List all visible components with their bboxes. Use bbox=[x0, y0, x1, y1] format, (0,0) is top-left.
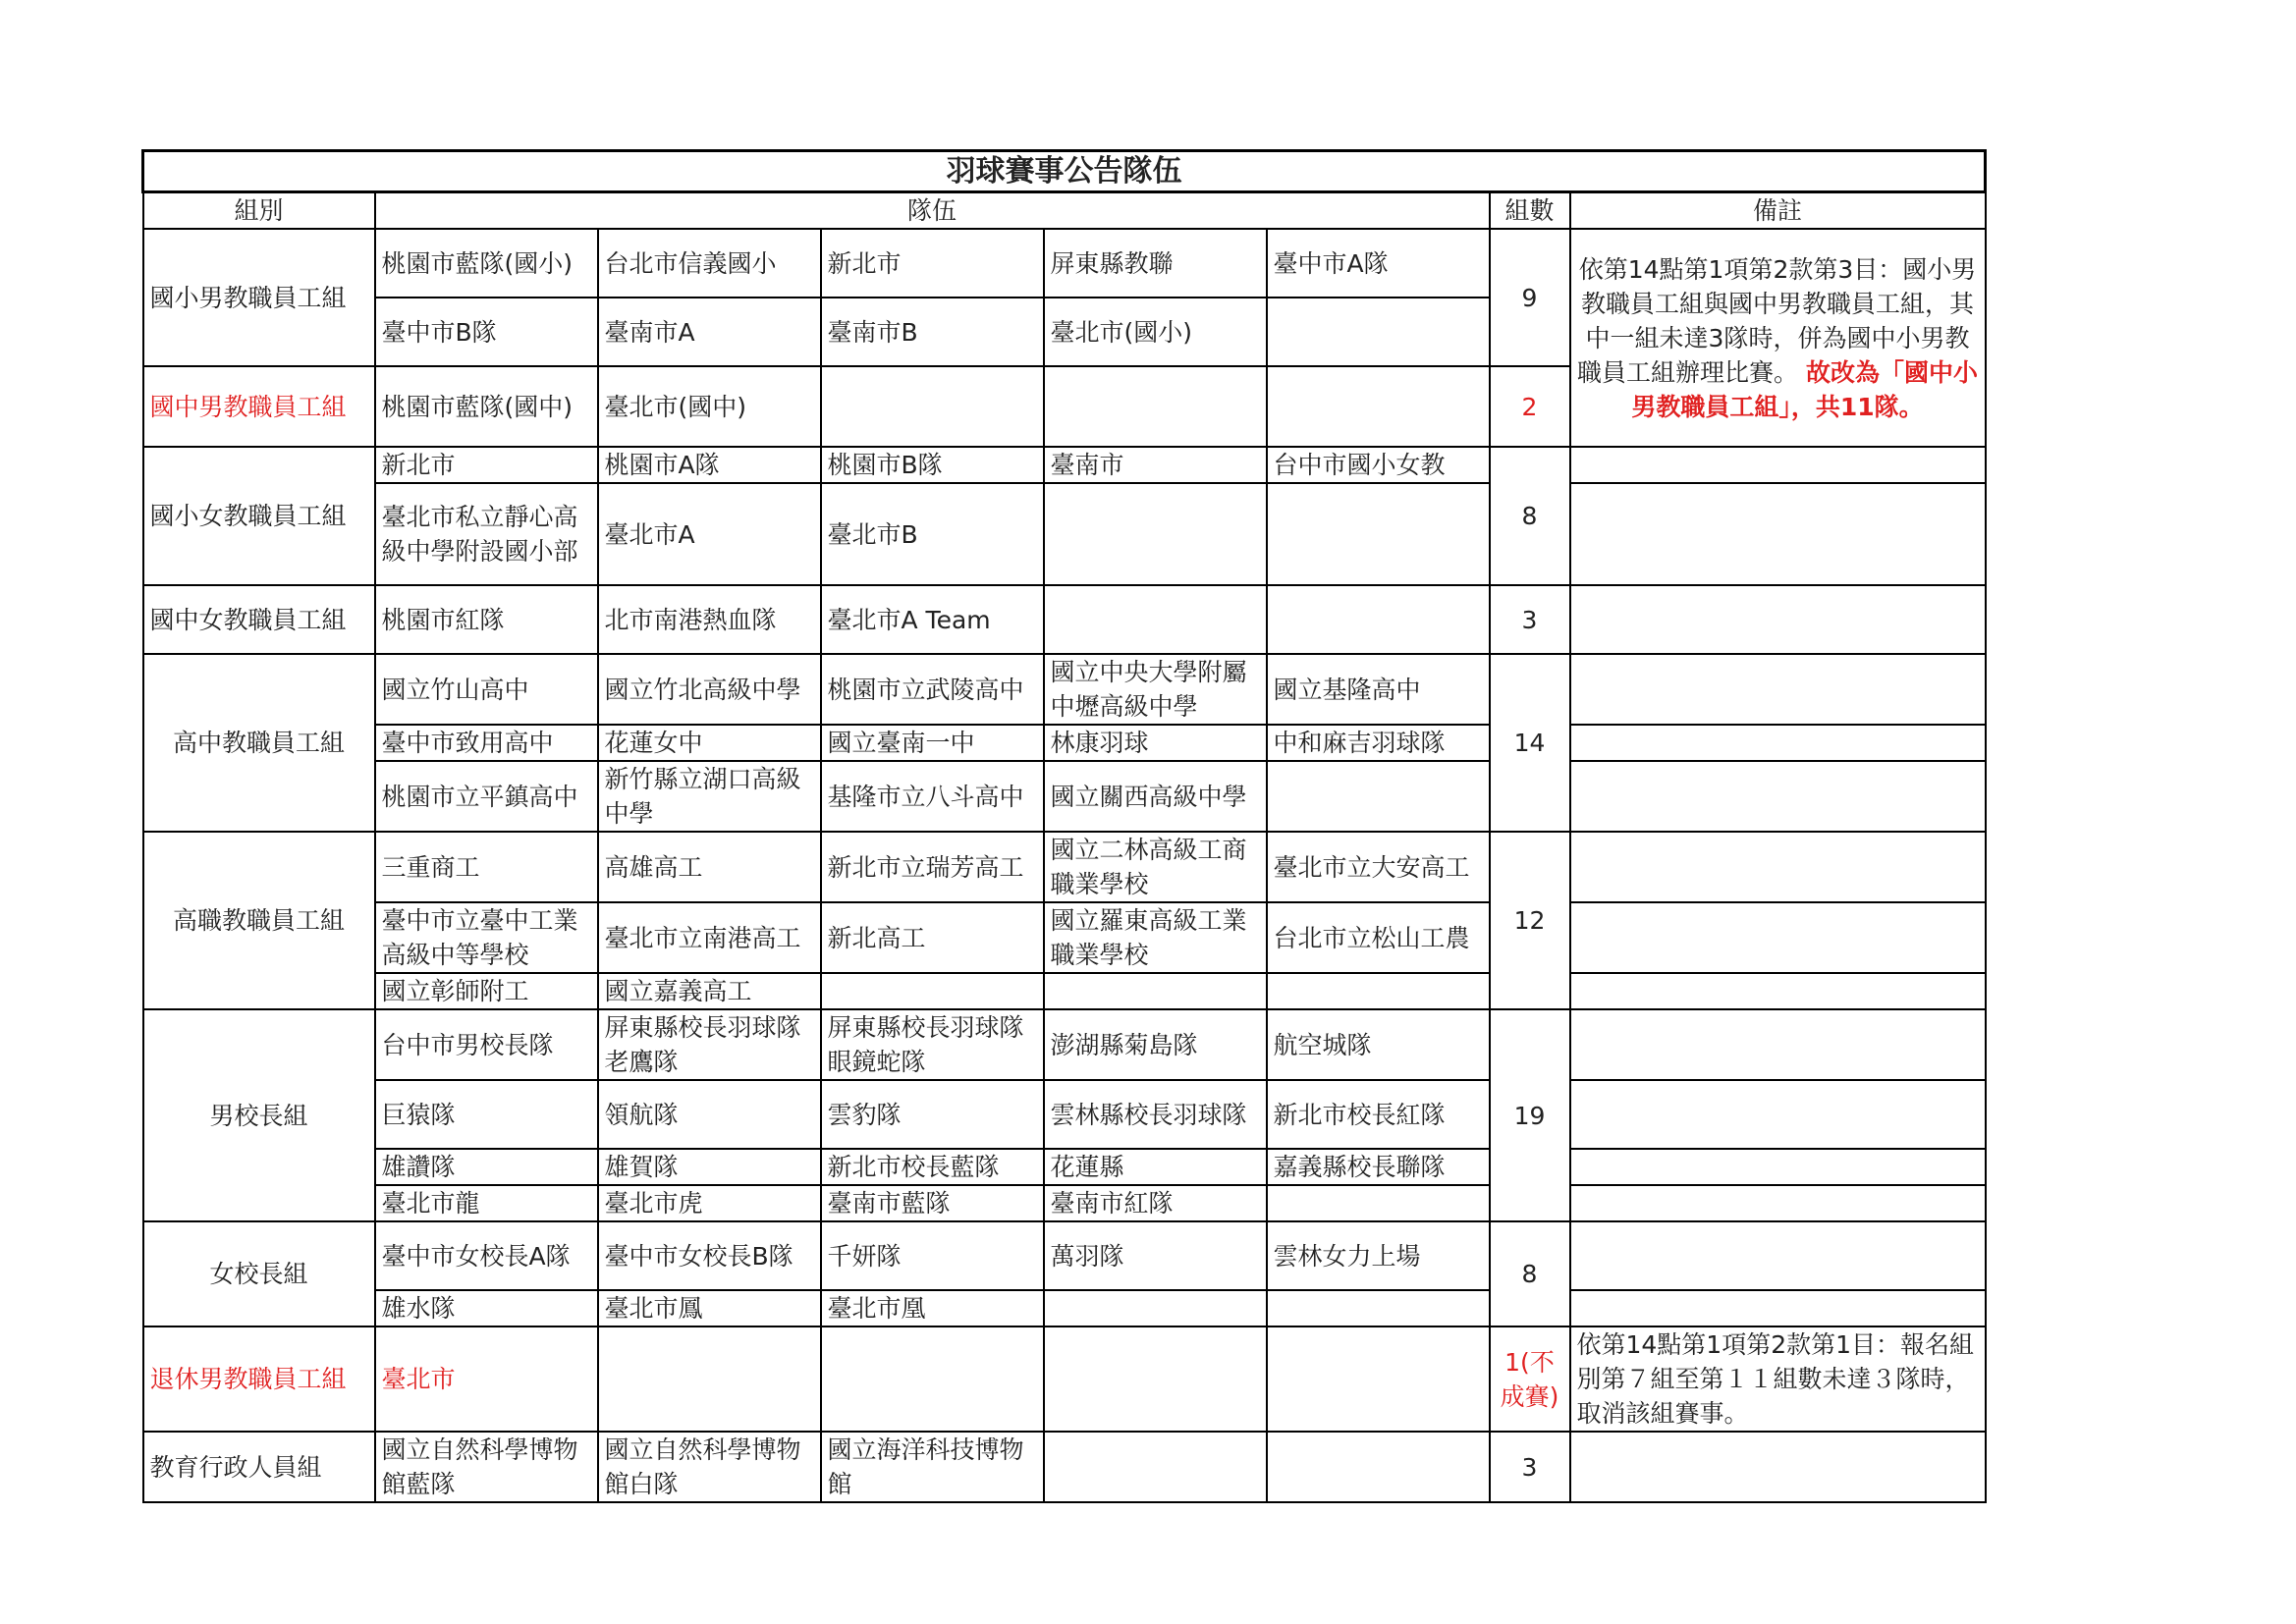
team-cell: 臺北市虎 bbox=[598, 1185, 821, 1221]
remark-empty bbox=[1570, 832, 1986, 902]
group-name: 女校長組 bbox=[143, 1221, 375, 1326]
group-name: 退休男教職員工組 bbox=[143, 1326, 375, 1432]
team-cell: 領航隊 bbox=[598, 1080, 821, 1149]
team-cell: 臺南市A bbox=[598, 298, 821, 366]
team-cell: 臺北市立南港高工 bbox=[598, 902, 821, 973]
team-cell: 桃園市A隊 bbox=[598, 447, 821, 483]
team-cell: 臺中市致用高中 bbox=[375, 725, 598, 761]
table-title: 羽球賽事公告隊伍 bbox=[143, 151, 1986, 192]
team-cell bbox=[1267, 1185, 1490, 1221]
remark-cancel-note: 依第14點第1項第2款第1目：報名組別第７組至第１１組數未達３隊時，取消該組賽事。 bbox=[1570, 1326, 1986, 1432]
team-cell: 國立關西高級中學 bbox=[1044, 761, 1267, 832]
remark-empty bbox=[1570, 973, 1986, 1009]
team-cell bbox=[1267, 761, 1490, 832]
team-cell bbox=[821, 973, 1044, 1009]
team-cell: 高雄高工 bbox=[598, 832, 821, 902]
remark-empty bbox=[1570, 761, 1986, 832]
team-cell: 桃園市紅隊 bbox=[375, 585, 598, 654]
remark-empty bbox=[1570, 1290, 1986, 1326]
team-cell: 雲林縣校長羽球隊 bbox=[1044, 1080, 1267, 1149]
remark-merge-note bbox=[1570, 229, 1986, 447]
team-cell: 臺北市 bbox=[375, 1326, 598, 1432]
team-announcement-table bbox=[141, 149, 1987, 1503]
team-cell: 臺南市藍隊 bbox=[821, 1185, 1044, 1221]
team-cell: 國立二林高級工商職業學校 bbox=[1044, 832, 1267, 902]
remark-highlight: 故改為「國中小男教職員工組」，共11隊。 bbox=[1631, 357, 1978, 421]
team-cell: 千妍隊 bbox=[821, 1221, 1044, 1290]
header-group: 組別 bbox=[143, 192, 375, 230]
team-cell: 林康羽球 bbox=[1044, 725, 1267, 761]
team-cell: 臺北市(國中) bbox=[598, 366, 821, 447]
team-cell: 桃園市藍隊(國中) bbox=[375, 366, 598, 447]
group-name: 國小男教職員工組 bbox=[143, 229, 375, 366]
team-cell: 航空城隊 bbox=[1267, 1009, 1490, 1080]
team-cell: 屏東縣校長羽球隊眼鏡蛇隊 bbox=[821, 1009, 1044, 1080]
group-name: 男校長組 bbox=[143, 1009, 375, 1221]
team-cell: 臺中市女校長A隊 bbox=[375, 1221, 598, 1290]
team-cell: 臺北市凰 bbox=[821, 1290, 1044, 1326]
team-cell: 臺中市A隊 bbox=[1267, 229, 1490, 298]
team-cell: 臺中市立臺中工業高級中等學校 bbox=[375, 902, 598, 973]
group-name: 國中女教職員工組 bbox=[143, 585, 375, 654]
group-name: 國中男教職員工組 bbox=[143, 366, 375, 447]
team-cell: 臺中市B隊 bbox=[375, 298, 598, 366]
team-cell: 臺北市龍 bbox=[375, 1185, 598, 1221]
group-count: 9 bbox=[1490, 229, 1570, 366]
team-cell: 臺中市女校長B隊 bbox=[598, 1221, 821, 1290]
group-name: 高職教職員工組 bbox=[143, 832, 375, 1009]
group-name: 國小女教職員工組 bbox=[143, 447, 375, 585]
team-cell: 三重商工 bbox=[375, 832, 598, 902]
team-cell: 新北市 bbox=[375, 447, 598, 483]
team-cell bbox=[1044, 483, 1267, 585]
team-cell: 雲豹隊 bbox=[821, 1080, 1044, 1149]
team-cell bbox=[1267, 1326, 1490, 1432]
team-cell: 國立彰師附工 bbox=[375, 973, 598, 1009]
team-cell: 國立竹北高級中學 bbox=[598, 654, 821, 725]
team-cell: 中和麻吉羽球隊 bbox=[1267, 725, 1490, 761]
remark-empty bbox=[1570, 1009, 1986, 1080]
team-cell: 新竹縣立湖口高級中學 bbox=[598, 761, 821, 832]
team-cell: 臺北市(國小) bbox=[1044, 298, 1267, 366]
remark-empty bbox=[1570, 725, 1986, 761]
group-count: 19 bbox=[1490, 1009, 1570, 1221]
team-cell: 屏東縣校長羽球隊老鷹隊 bbox=[598, 1009, 821, 1080]
remark-empty bbox=[1570, 1080, 1986, 1149]
group-count: 14 bbox=[1490, 654, 1570, 832]
remark-empty bbox=[1570, 1221, 1986, 1290]
team-cell: 花蓮女中 bbox=[598, 725, 821, 761]
team-cell: 臺北市立大安高工 bbox=[1267, 832, 1490, 902]
team-cell bbox=[1044, 366, 1267, 447]
team-cell: 澎湖縣菊島隊 bbox=[1044, 1009, 1267, 1080]
team-cell: 新北市校長紅隊 bbox=[1267, 1080, 1490, 1149]
team-cell bbox=[1267, 585, 1490, 654]
team-cell bbox=[1044, 1432, 1267, 1502]
team-cell: 國立自然科學博物館白隊 bbox=[598, 1432, 821, 1502]
team-cell: 桃園市立武陵高中 bbox=[821, 654, 1044, 725]
team-cell: 臺北市A Team bbox=[821, 585, 1044, 654]
remark-empty bbox=[1570, 585, 1986, 654]
team-cell: 台中市男校長隊 bbox=[375, 1009, 598, 1080]
team-cell bbox=[821, 1326, 1044, 1432]
team-cell: 雄水隊 bbox=[375, 1290, 598, 1326]
team-cell bbox=[1044, 585, 1267, 654]
team-cell: 臺北市私立靜心高級中學附設國小部 bbox=[375, 483, 598, 585]
team-cell: 雄讚隊 bbox=[375, 1149, 598, 1185]
group-name: 高中教職員工組 bbox=[143, 654, 375, 832]
team-cell: 國立中央大學附屬中壢高級中學 bbox=[1044, 654, 1267, 725]
team-cell bbox=[1044, 973, 1267, 1009]
team-cell: 國立嘉義高工 bbox=[598, 973, 821, 1009]
remark-empty bbox=[1570, 1185, 1986, 1221]
team-cell bbox=[1267, 366, 1490, 447]
team-cell: 花蓮縣 bbox=[1044, 1149, 1267, 1185]
team-cell: 北市南港熱血隊 bbox=[598, 585, 821, 654]
team-cell: 新北高工 bbox=[821, 902, 1044, 973]
team-cell: 台北市信義國小 bbox=[598, 229, 821, 298]
team-cell: 新北市立瑞芳高工 bbox=[821, 832, 1044, 902]
team-cell: 國立基隆高中 bbox=[1267, 654, 1490, 725]
team-cell: 桃園市立平鎮高中 bbox=[375, 761, 598, 832]
team-cell bbox=[1044, 1290, 1267, 1326]
team-cell: 新北市校長藍隊 bbox=[821, 1149, 1044, 1185]
team-cell: 巨猿隊 bbox=[375, 1080, 598, 1149]
team-cell: 臺南市 bbox=[1044, 447, 1267, 483]
team-cell: 屏東縣教聯 bbox=[1044, 229, 1267, 298]
remark-empty bbox=[1570, 483, 1986, 585]
remark-empty bbox=[1570, 1432, 1986, 1502]
group-name: 教育行政人員組 bbox=[143, 1432, 375, 1502]
group-count: 8 bbox=[1490, 1221, 1570, 1326]
remark-empty bbox=[1570, 902, 1986, 973]
team-cell: 國立臺南一中 bbox=[821, 725, 1044, 761]
team-cell: 基隆市立八斗高中 bbox=[821, 761, 1044, 832]
group-count: 3 bbox=[1490, 1432, 1570, 1502]
team-cell: 台北市立松山工農 bbox=[1267, 902, 1490, 973]
team-cell: 臺北市鳳 bbox=[598, 1290, 821, 1326]
team-cell: 雲林女力上場 bbox=[1267, 1221, 1490, 1290]
team-cell: 雄賀隊 bbox=[598, 1149, 821, 1185]
team-cell bbox=[1267, 973, 1490, 1009]
team-cell: 臺北市A bbox=[598, 483, 821, 585]
team-cell bbox=[1267, 1290, 1490, 1326]
group-count: 3 bbox=[1490, 585, 1570, 654]
remark-empty bbox=[1570, 1149, 1986, 1185]
remark-text: 依第14點第1項第2款第3目：國小男教職員工組與國中男教職員工組，其中一組未達3隊時，併為國中小男教職員工組辦理比賽。 bbox=[1577, 254, 1977, 387]
team-cell: 台中市國小女教 bbox=[1267, 447, 1490, 483]
team-cell bbox=[598, 1326, 821, 1432]
team-cell: 臺南市紅隊 bbox=[1044, 1185, 1267, 1221]
header-teams: 隊伍 bbox=[375, 192, 1490, 230]
team-cell: 臺北市B bbox=[821, 483, 1044, 585]
team-cell bbox=[821, 366, 1044, 447]
group-count: 2 bbox=[1490, 366, 1570, 447]
team-cell: 國立羅東高級工業職業學校 bbox=[1044, 902, 1267, 973]
group-count: 1(不成賽) bbox=[1490, 1326, 1570, 1432]
team-cell: 國立自然科學博物館藍隊 bbox=[375, 1432, 598, 1502]
remark-empty bbox=[1570, 654, 1986, 725]
team-cell: 桃園市藍隊(國小) bbox=[375, 229, 598, 298]
header-count: 組數 bbox=[1490, 192, 1570, 230]
header-remark: 備註 bbox=[1570, 192, 1986, 230]
team-cell: 萬羽隊 bbox=[1044, 1221, 1267, 1290]
team-cell bbox=[1044, 1326, 1267, 1432]
group-count: 12 bbox=[1490, 832, 1570, 1009]
team-cell bbox=[1267, 483, 1490, 585]
team-cell: 國立竹山高中 bbox=[375, 654, 598, 725]
remark-empty bbox=[1570, 447, 1986, 483]
team-cell: 國立海洋科技博物館 bbox=[821, 1432, 1044, 1502]
team-cell: 新北市 bbox=[821, 229, 1044, 298]
team-cell bbox=[1267, 298, 1490, 366]
team-cell: 嘉義縣校長聯隊 bbox=[1267, 1149, 1490, 1185]
team-cell: 臺南市B bbox=[821, 298, 1044, 366]
team-cell bbox=[1267, 1432, 1490, 1502]
group-count: 8 bbox=[1490, 447, 1570, 585]
team-cell: 桃園市B隊 bbox=[821, 447, 1044, 483]
